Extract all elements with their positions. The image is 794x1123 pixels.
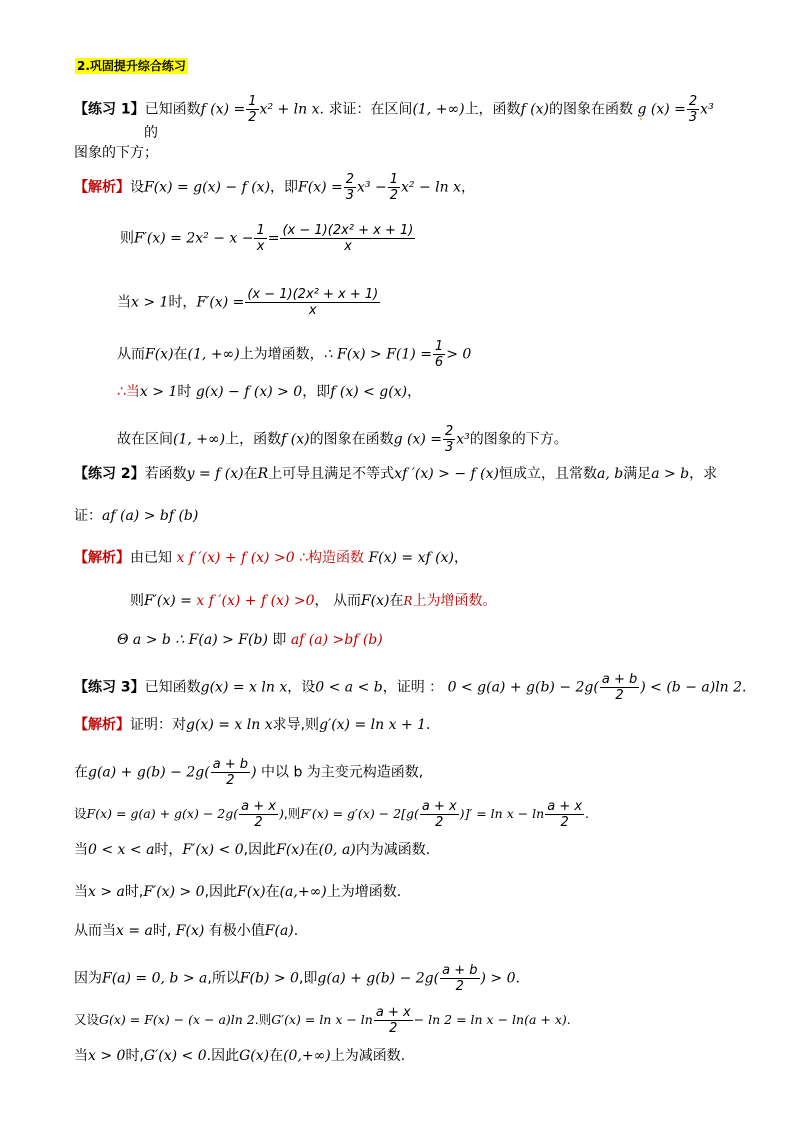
frac: $\frac{a + x}{2}$ — [547, 799, 583, 830]
ex2-solution-line1: 【解析】由已知 x f ′(x) + f (x) >0 ∴构造函数 F(x) = xf (x)， — [74, 550, 468, 566]
ex3-solution-line1: 【解析】证明：对g(x) = x ln x求导,则g′(x) = ln x + 1. — [74, 717, 431, 733]
ex1-problem-line1: 【练习 1】已知函数f (x) = $\frac{1}{2}$ x² + ln x. 求证：在区间(1, +∞)上，函数f (x)的图象在函数 g (x) = $\frac{2}{3}$ x³ — [74, 94, 714, 125]
ex1-problem-line2: 的 — [144, 125, 158, 141]
ex2-solution-label: 【解析】 — [74, 550, 130, 566]
ex3-problem-line1: 【练习 3】已知函数g(x) = x ln x，设0 < a < b，证明 ： 0 < g(a) + g(b) − 2g( $\frac{a + b}{2}$ ) < (b − a)ln 2. — [74, 672, 747, 703]
ex1-solution-line1: 【解析】设F(x) = g(x) − f (x)，即F(x) = $\frac{2}{3}$ x³ − $\frac{1}{2}$ x² − ln x， — [74, 172, 475, 203]
ex1-solution-line5: ∴当x > 1时 g(x) − f (x) > 0，即f (x) < g(x)， — [117, 384, 422, 400]
stray-mark — [640, 118, 642, 120]
ex2-label: 【练习 2】 — [74, 466, 145, 482]
ex3-solution-line2: 在g(a) + g(b) − 2g( $\frac{a + b}{2}$ ) 中以 b 为主变元构造函数, — [74, 757, 424, 788]
frac: $\frac{a + b}{2}$ — [442, 963, 478, 994]
frac: $\frac{2}{3}$ — [688, 94, 698, 125]
ex3-solution-line6: 从而当x = a时, F(x) 有极小值F(a). — [74, 923, 299, 939]
frac: $\frac{a + b}{2}$ — [212, 757, 249, 788]
ex2-solution-line3: Θ a > b ∴ F(a) > F(b) 即 af (a) >bf (b) — [117, 632, 383, 648]
ex3-solution-line8: 又设G(x) = F(x) − (x − a)ln 2.则G′(x) = ln x − ln $\frac{a + x}{2}$ − ln 2 = ln x − ln(a + x). — [74, 1005, 571, 1036]
frac: $\frac{2}{3}$ — [345, 172, 355, 203]
ex1-label: 【练习 1】 — [74, 101, 145, 118]
ex2-problem-line2: 证：af (a) > bf (b) — [74, 508, 199, 524]
frac: $\frac{1}{x}$ — [256, 223, 265, 254]
frac: $\frac{2}{3}$ — [445, 424, 454, 455]
ex3-solution-line9: 当x > 0时,G′(x) < 0.因此G(x)在(0,+∞)上为减函数. — [74, 1048, 406, 1064]
frac: $\frac{1}{2}$ — [248, 94, 257, 125]
section-title — [75, 57, 188, 75]
ex1-solution-line3: 当x > 1时，F′(x) = $\frac{\text{(x − 1)(2x² + x + 1)}}{x}$ — [117, 287, 379, 318]
ex1-solution-label: 【解析】 — [74, 179, 130, 196]
frac: $\frac{a + x}{2}$ — [241, 799, 276, 830]
ex3-solution-line4: 当0 < x < a时，F′(x) < 0,因此F(x)在(0, a)内为减函数. — [74, 842, 431, 858]
ex1-solution-line6: 故在区间(1, +∞)上，函数f (x)的图象在函数g (x) = $\frac{2}{3}$ x³的图象的下方。 — [117, 424, 568, 455]
frac: $\frac{\text{(x − 1)(2x² + x + 1)}}{x}$ — [247, 287, 379, 318]
ex1-solution-line2: 则F′(x) = 2x² − x − $\frac{1}{x}$ = $\frac{\text{(x − 1)(2x² + x + 1)}}{x}$ — [120, 223, 414, 254]
ex2-solution-line2: 则F′(x) = x f ′(x) + f (x) >0， 从而F(x)在R上为增函数。 — [130, 593, 497, 609]
ex3-solution-line3: 设F(x) = g(a) + g(x) − 2g( $\frac{a + x}{2}$ ),则F′(x) = g′(x) − 2[g( $\frac{a + x}{2}$ )]′ = ln x − ln $\frac{a + x}{2}$ . — [74, 799, 590, 830]
frac: $\frac{a + b}{2}$ — [601, 672, 638, 703]
ex3-solution-line5: 当x > a时,F′(x) > 0,因此F(x)在(a,+∞)上为增函数. — [74, 884, 402, 900]
ex2-problem-line1: 【练习 2】若函数y = f (x)在R上可导且满足不等式xf ′(x) > − f (x)恒成立，且常数a, b满足a > b，求 — [74, 466, 718, 482]
frac: $\frac{\text{(x − 1)(2x² + x + 1)}}{x}$ — [282, 223, 414, 254]
section-title-text: 2.巩固提升综合练习 — [77, 59, 186, 73]
frac: $\frac{1}{2}$ — [389, 172, 399, 203]
ex3-solution-label: 【解析】 — [74, 717, 130, 733]
frac: $\frac{a + x}{2}$ — [375, 1005, 411, 1036]
ex1-problem-line3: 图象的下方； — [74, 145, 158, 161]
ex3-solution-line7: 因为F(a) = 0, b > a,所以F(b) > 0,即g(a) + g(b) − 2g( $\frac{a + b}{2}$ ) > 0. — [74, 963, 520, 994]
frac: $\frac{a + x}{2}$ — [421, 799, 457, 830]
ex3-label: 【练习 3】 — [74, 679, 145, 696]
ex1-solution-line4: 从而F(x)在(1, +∞)上为增函数，∴ F(x) > F(1) = $\frac{1}{6}$ > 0 — [117, 339, 472, 370]
frac: $\frac{1}{6}$ — [434, 339, 444, 370]
